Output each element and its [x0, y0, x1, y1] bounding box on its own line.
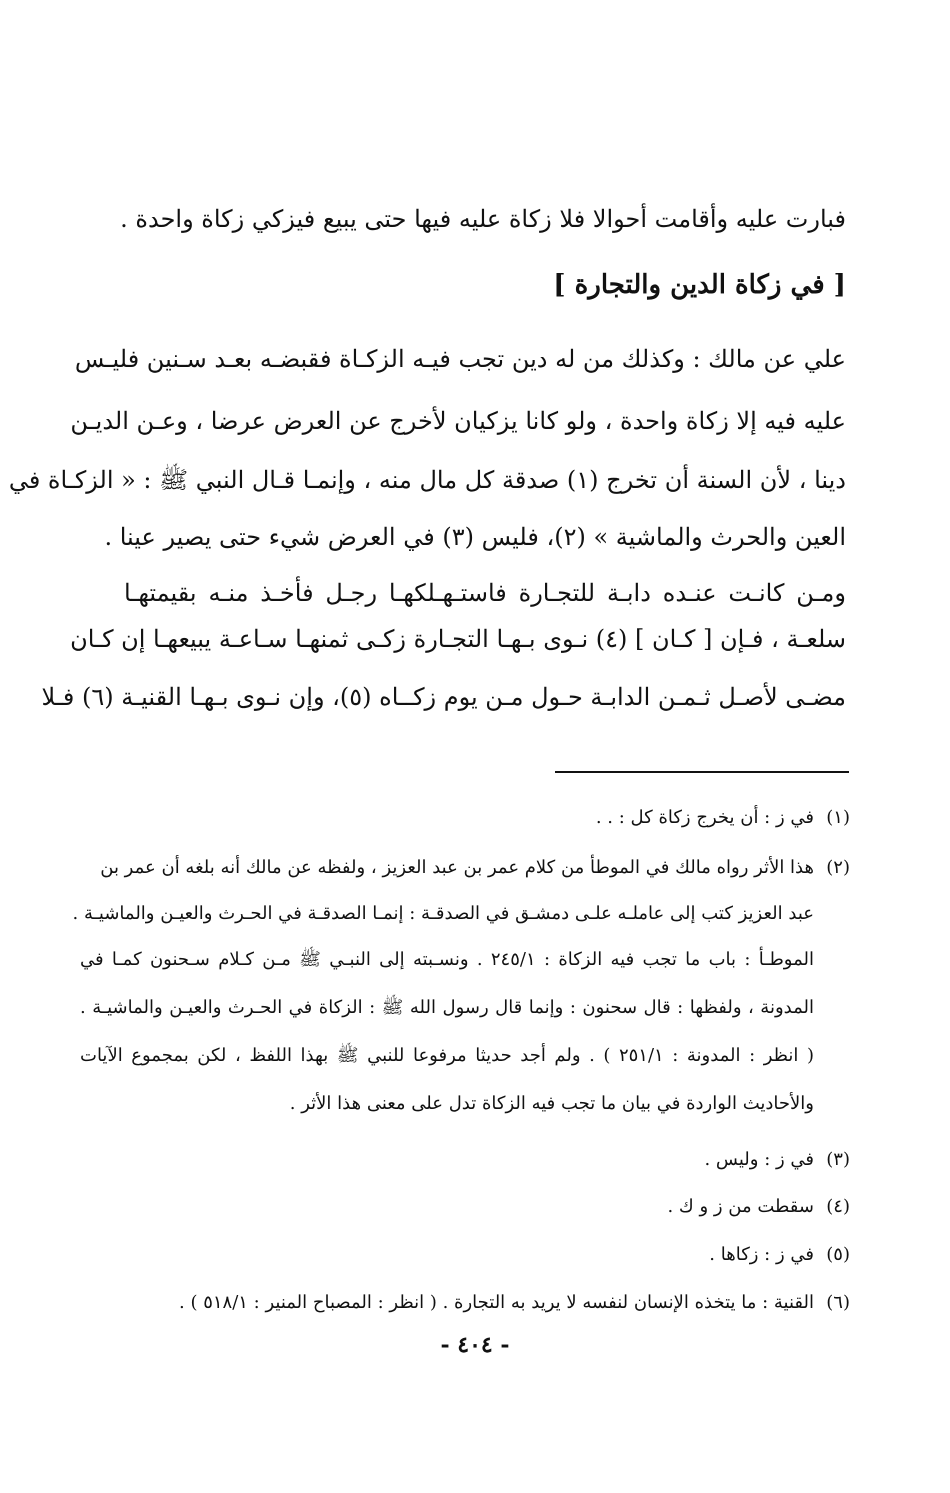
- footnote-number: (٥): [826, 1244, 850, 1265]
- footnote-line: [80, 1142, 850, 1178]
- body-line: ومـن كانـت عنـده دابـة للتجـارة فاستـهـلكهـا رجـل فأخـذ منـه بقيمتهـا: [124, 579, 846, 607]
- footnote-line: [80, 1237, 850, 1273]
- footnote-text: سقطت من ز و ك .: [667, 1196, 814, 1217]
- footnote-text: ( انظر : المدونة : ٢٥١/١ ) . ولم أجد حديثا مرفوعا للنبي ﷺ بهذا اللفظ ، لكن بمجموع الآيات: [80, 1045, 814, 1066]
- footnote-number: (١): [826, 807, 850, 828]
- footnote-text: القنية : ما يتخذه الإنسان لنفسه لا يريد به التجارة . ( انظر : المصباح المنير : ٥١٨/١ ) .: [179, 1292, 814, 1313]
- footnote-number: (٢): [826, 857, 850, 878]
- footnote-text: الموطـأ : باب ما تجب فيه الزكاة : ٢٤٥/١ . ونسـبته إلى النبـي ﷺ مـن كـلام سـحنون كمـا في: [80, 949, 814, 970]
- footnote-text: المدونة ، ولفظها : قال سحنون : وإنما قال رسول الله ﷺ : الزكاة في الحـرث والعيـن والماشيـة .: [80, 997, 814, 1018]
- footnote-text: عبد العزيز كتب إلى عاملـه علـى دمشـق في الصدقـة : إنمـا الصدقـة في الحـرث والعيـن والماشيـة .: [72, 903, 814, 924]
- footnote-text: والأحاديث الواردة في بيان ما تجب فيه الزكاة تدل على معنى هذا الأثر .: [289, 1093, 814, 1114]
- body-line: سلعـة ، فـإن [ كـان ] (٤) نـوى بـهـا التجـارة زكـى ثمنهـا سـاعـة يبيعهـا إن كـان: [70, 625, 846, 653]
- body-line: العين والحرث والماشية » (٢)، فليس (٣) في العرض شيء حتى يصير عينا .: [104, 523, 846, 551]
- body-line: علي عن مالك : وكذلك من له دين تجب فيـه الزكـاة فقبضـه بعـد سـنين فليـس: [74, 345, 846, 373]
- footnote-number: (٤): [826, 1196, 850, 1217]
- footnote-line: [80, 800, 850, 836]
- section-heading: [ في زكاة الدين والتجارة ]: [553, 270, 846, 300]
- footnote-line: [80, 850, 850, 886]
- footnote-line: [80, 1189, 850, 1225]
- footnote-line: [80, 1285, 850, 1321]
- footnote-text: هذا الأثر رواه مالك في الموطأ من كلام عمر بن عبد العزيز ، ولفظه عن مالك أنه بلغه أن عمر بن: [100, 857, 814, 878]
- footnote-separator: [555, 771, 849, 773]
- footnote-text: في ز : وليس .: [704, 1149, 814, 1170]
- body-line: مضـى لأصـل ثـمـن الدابـة حـول مـن يوم زكــاه (٥)، وإن نـوى بـهـا القنيـة (٦) فـلا: [41, 683, 846, 711]
- footnote-text: في ز : أن يخرج زكاة كل : . .: [595, 807, 814, 828]
- footnote-number: (٦): [826, 1292, 850, 1313]
- body-line: عليه فيه إلا زكاة واحدة ، ولو كانا يزكيان لأخرج عن العرض عرضا ، وعـن الديـن: [70, 407, 846, 435]
- body-line: دينا ، لأن السنة أن تخرج (١) صدقة كل مال منه ، وإنمـا قـال النبي ﷺ : « الزكـاة في: [8, 466, 846, 494]
- body-line: فبارت عليه وأقامت أحوالا فلا زكاة عليه فيها حتى يبيع فيزكي زكاة واحدة .: [120, 205, 846, 233]
- page-number: - ٤٠٤ -: [440, 1332, 510, 1358]
- footnote-text: في ز : زكاها .: [709, 1244, 814, 1265]
- footnote-number: (٣): [826, 1149, 850, 1170]
